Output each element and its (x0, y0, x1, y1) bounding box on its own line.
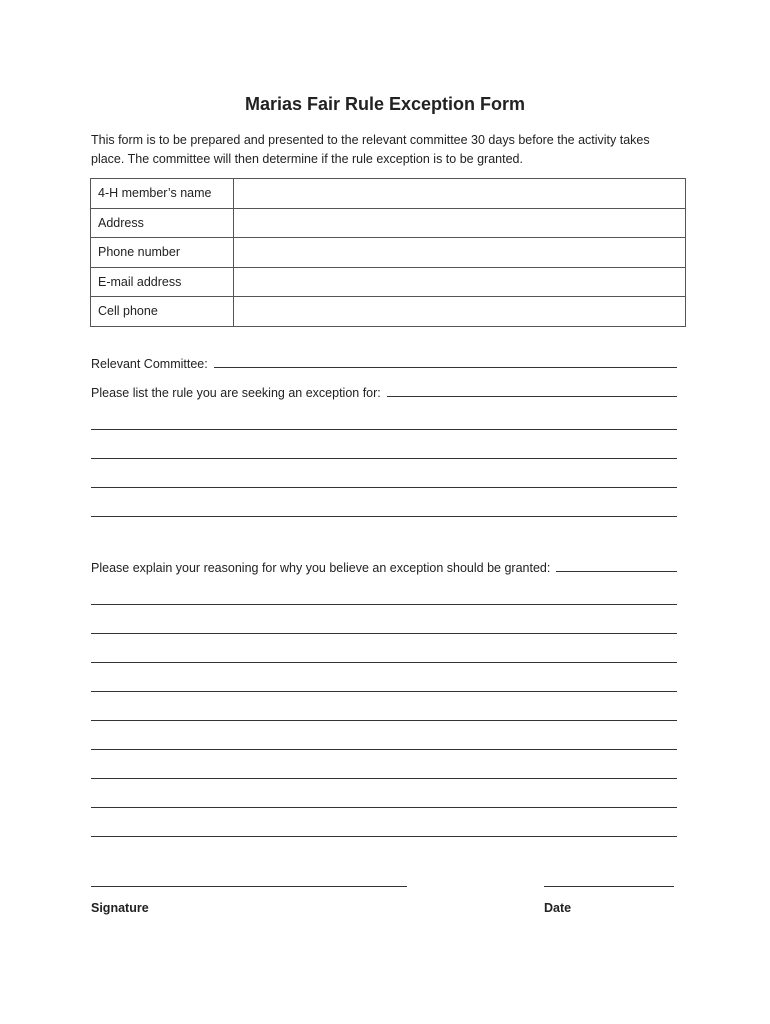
address-field[interactable] (234, 208, 686, 238)
field-label-email: E-mail address (91, 267, 234, 297)
reasoning-blank-line[interactable] (91, 836, 677, 837)
field-label-phone: Phone number (91, 238, 234, 268)
rule-blank-line[interactable] (91, 487, 677, 488)
table-row (91, 208, 686, 238)
date-line[interactable] (544, 886, 674, 887)
rule-row (91, 386, 677, 400)
field-label-address: Address (91, 208, 234, 238)
table-row (91, 297, 686, 327)
signature-line[interactable] (91, 886, 407, 887)
member-info-table (90, 178, 686, 327)
field-label-cell-phone: Cell phone (91, 297, 234, 327)
signature-label: Signature (91, 901, 149, 915)
form-title: Marias Fair Rule Exception Form (244, 94, 526, 114)
table-row (91, 238, 686, 268)
reasoning-row (91, 561, 677, 575)
rule-blank-line[interactable] (91, 429, 677, 430)
reasoning-blank-line[interactable] (91, 807, 677, 808)
table-row (91, 179, 686, 209)
reasoning-blank-line[interactable] (91, 604, 677, 605)
relevant-committee-label: Relevant Committee: (91, 357, 208, 371)
reasoning-label: Please explain your reasoning for why you believe an exception should be granted: (91, 561, 551, 575)
form-intro: This form is to be prepared and presented to the relevant committee 30 days before the activity takes place. The committee will then determine if the rule exception is to be granted. (91, 133, 650, 166)
rule-blank-line[interactable] (91, 458, 677, 459)
reasoning-blank-line[interactable] (91, 633, 677, 634)
table-row (91, 267, 686, 297)
reasoning-input-line[interactable] (556, 571, 677, 572)
rule-blank-line[interactable] (91, 516, 677, 517)
reasoning-blank-line[interactable] (91, 749, 677, 750)
cell-phone-field[interactable] (234, 297, 686, 327)
email-field[interactable] (234, 267, 686, 297)
member-name-field[interactable] (234, 179, 686, 209)
rule-label: Please list the rule you are seeking an exception for: (91, 386, 381, 400)
relevant-committee-row (91, 357, 677, 371)
date-label: Date (544, 901, 572, 915)
rule-input-line[interactable] (387, 396, 677, 397)
phone-field[interactable] (234, 238, 686, 268)
reasoning-blank-line[interactable] (91, 720, 677, 721)
reasoning-blank-line[interactable] (91, 662, 677, 663)
reasoning-blank-line[interactable] (91, 691, 677, 692)
reasoning-blank-line[interactable] (91, 778, 677, 779)
field-label-member-name: 4-H member’s name (91, 179, 234, 209)
relevant-committee-input-line[interactable] (214, 367, 677, 368)
